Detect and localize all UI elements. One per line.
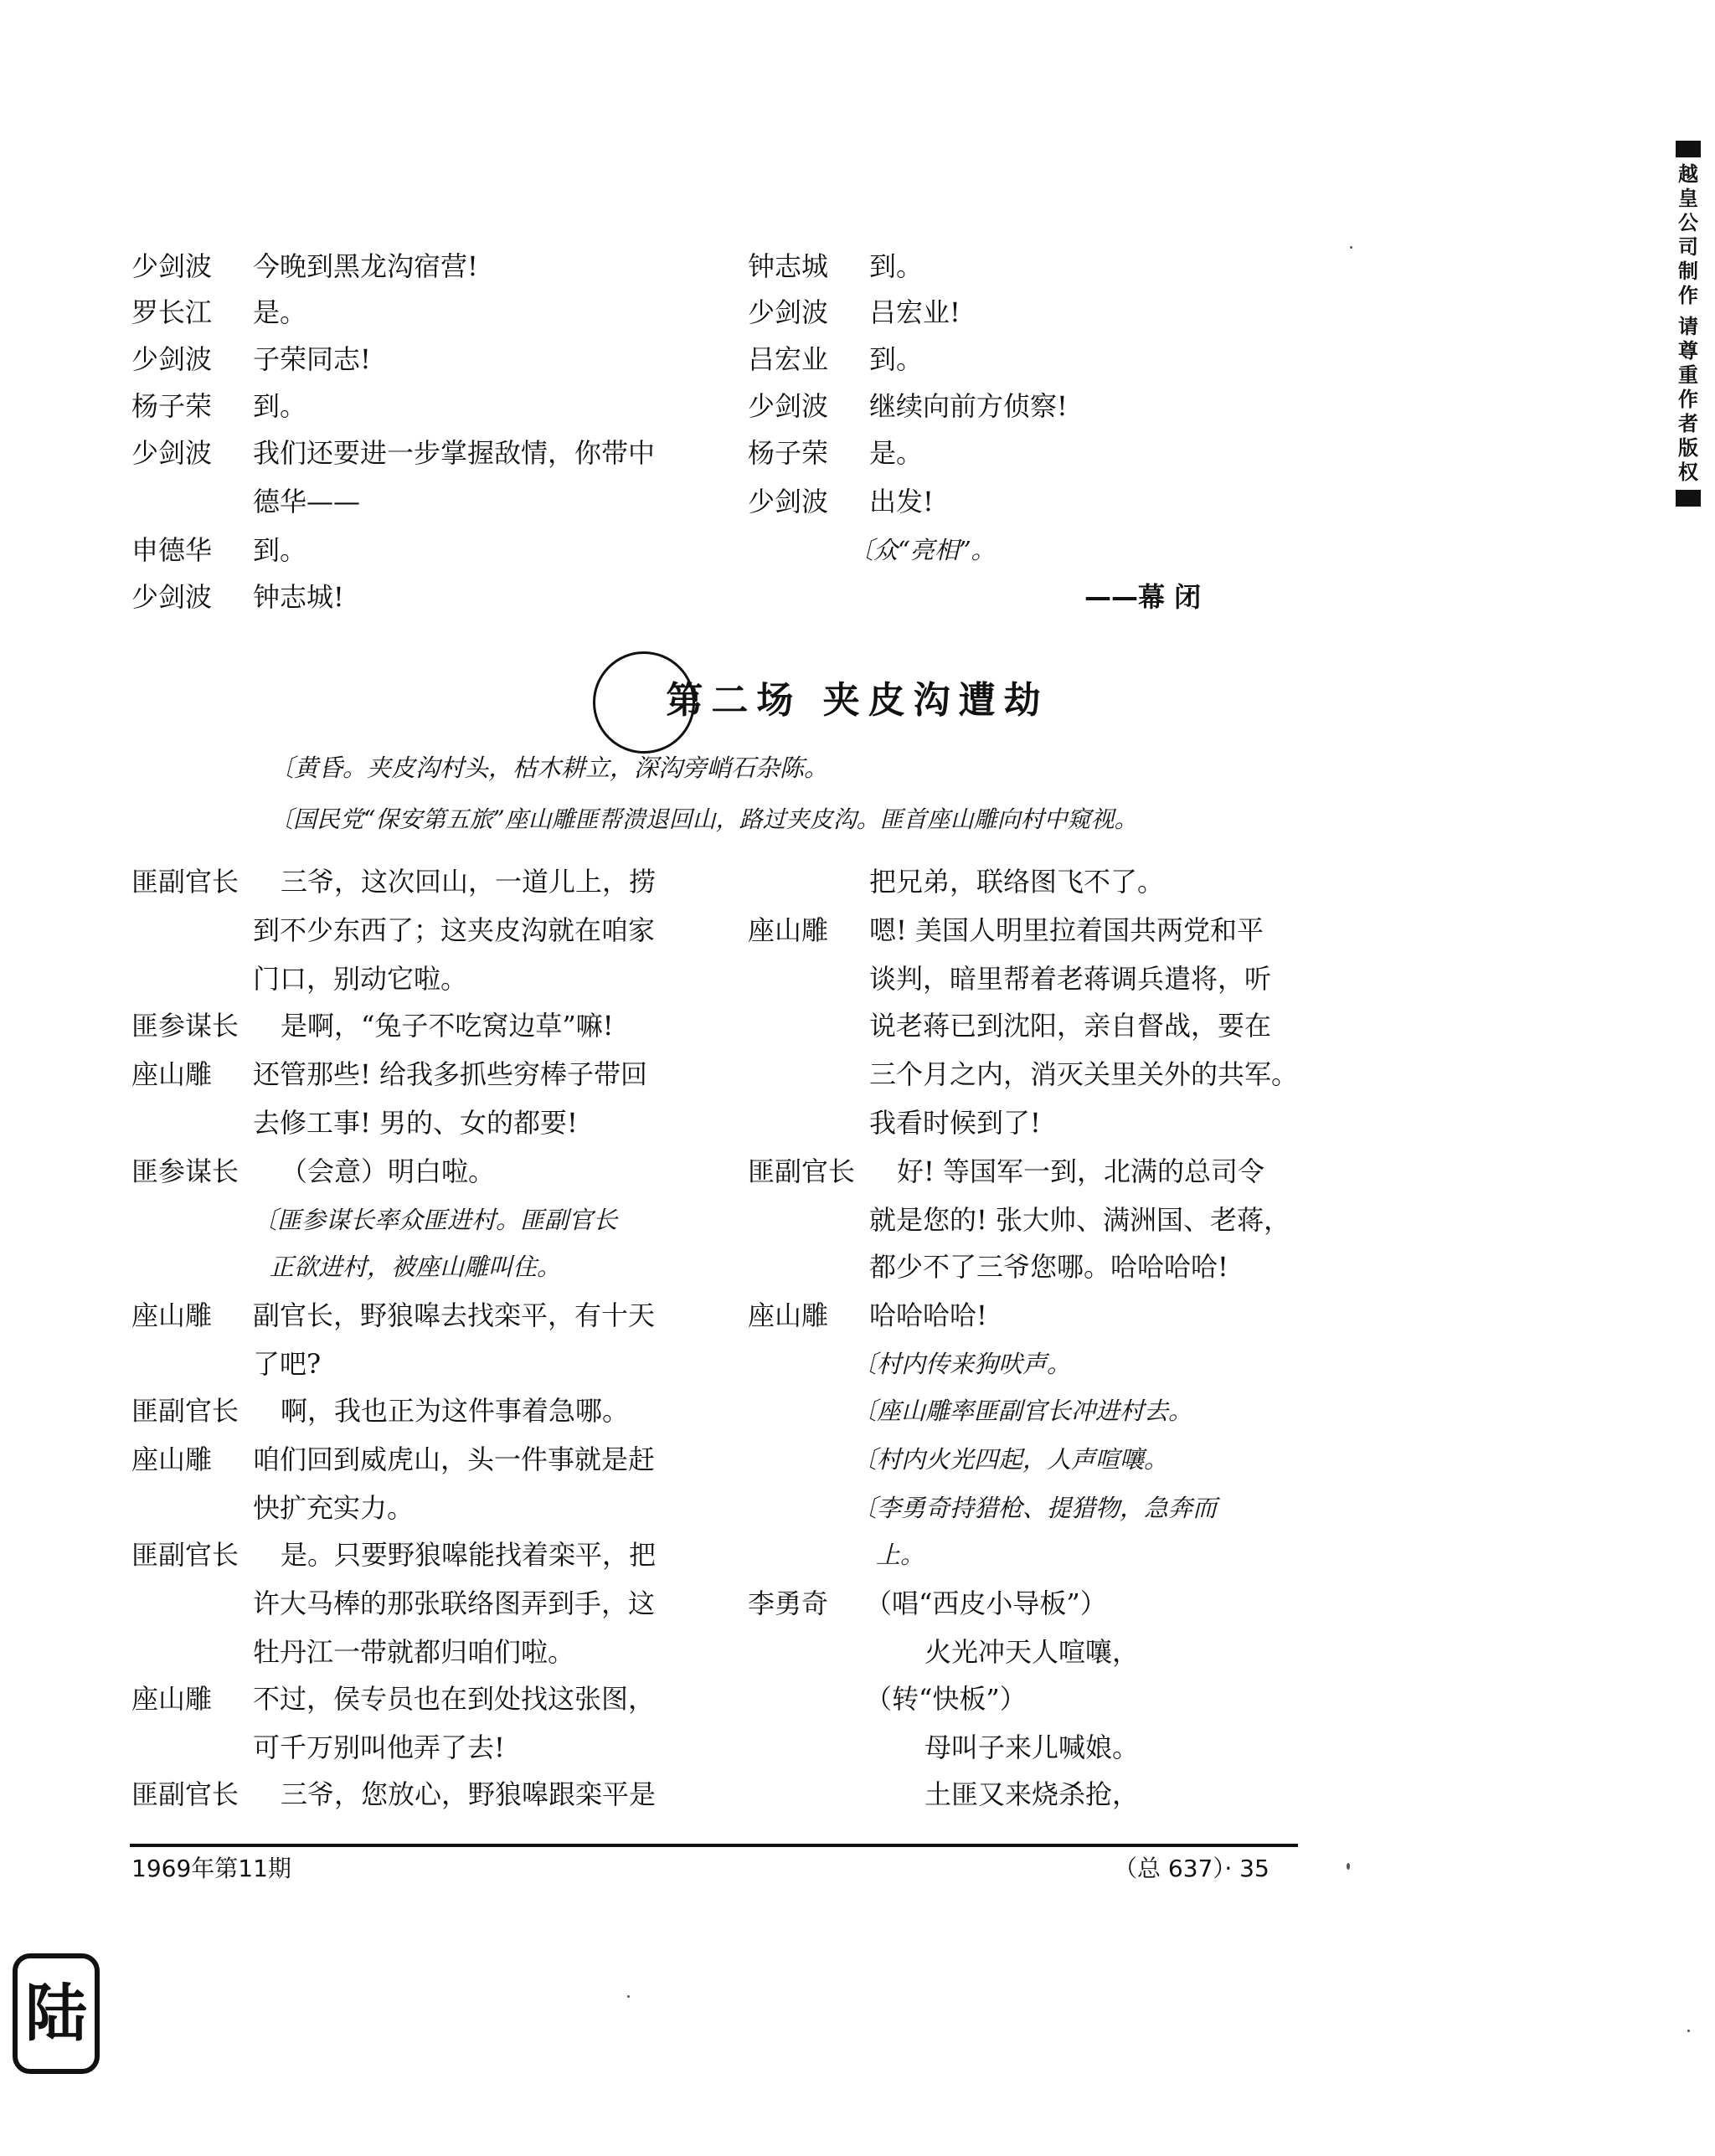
speaker-name: 少剑波 <box>748 486 829 517</box>
stage-direction: 〔村内传来狗吠声。 <box>852 1350 1072 1378</box>
dialogue-line <box>131 335 718 383</box>
dialogue-text: 到。 <box>253 534 307 566</box>
dialogue-text: 三爷，您放心，野狼嗥跟栾平是 <box>281 1778 657 1810</box>
speaker-name: 申德华 <box>131 534 213 566</box>
sidebar-char: 司 <box>1678 235 1698 259</box>
stage-direction: 正欲进村，被座山雕叫住。 <box>270 1253 562 1281</box>
dialogue-line <box>131 242 718 291</box>
speaker-name: 匪副官长 <box>748 1155 856 1187</box>
music-direction: （转“快板”） <box>865 1683 1027 1715</box>
continuation-line: 许大马棒的那张联络图弄到手，这 <box>253 1587 656 1619</box>
dialogue-line <box>131 526 718 574</box>
page-number: （总 637）· 35 <box>1114 1855 1270 1882</box>
dialogue-text: 到。 <box>869 343 924 375</box>
scene-direction: 〔国民党“保安第五旅”座山雕匪帮溃退回山，路过夹皮沟。匪首座山雕向村中窥视。 <box>270 805 1138 833</box>
stage-direction: 〔众“亮相”。 <box>849 536 996 564</box>
sidebar-char: 越 <box>1678 162 1698 186</box>
speck <box>1347 1863 1350 1870</box>
dialogue-line <box>131 573 718 621</box>
continuation-line: 了吧? <box>253 1348 322 1380</box>
dialogue-text: 咱们回到威虎山，头一件事就是赶 <box>253 1443 656 1475</box>
speaker-name: 少剑波 <box>748 296 829 328</box>
speaker-name: 少剑波 <box>131 343 213 375</box>
dialogue-line <box>131 1291 718 1340</box>
dialogue-line <box>748 1579 1317 1628</box>
continuation-line: 把兄弟，联络图飞不了。 <box>869 866 1165 898</box>
dialogue-text: 是。只要野狼嗥能找着栾平，把 <box>281 1539 657 1571</box>
dialogue-line <box>131 288 718 337</box>
speaker-name: 少剑波 <box>131 437 213 469</box>
circle-mark <box>593 651 695 754</box>
speaker-name: 匪参谋长 <box>131 1010 239 1042</box>
dialogue-line <box>748 288 1292 337</box>
speaker-name: 匪参谋长 <box>131 1155 239 1187</box>
dialogue-line <box>131 477 718 526</box>
speaker-name: 座山雕 <box>131 1443 213 1475</box>
continuation-line: 都少不了三爷您哪。哈哈哈哈! <box>869 1251 1228 1283</box>
stage-direction: 〔李勇奇持猎枪、提猎物，急奔而 <box>852 1494 1218 1522</box>
speaker-name: 杨子荣 <box>131 390 213 422</box>
sidebar-char: 者 <box>1678 412 1698 435</box>
speaker-name: 少剑波 <box>131 581 213 613</box>
sidebar-gap <box>1671 308 1705 315</box>
dialogue-text: 好! 等国军一到，北满的总司令 <box>897 1155 1265 1187</box>
dialogue-text: 吕宏业! <box>869 296 961 328</box>
continuation-line: 去修工事! 男的、女的都要! <box>253 1107 578 1139</box>
sidebar-char: 皇 <box>1678 187 1698 210</box>
dialogue-text: 继续向前方侦察! <box>869 390 1068 422</box>
continuation-line: 到不少东西了；这夹皮沟就在咱家 <box>253 914 656 946</box>
speaker-name: 匪副官长 <box>131 1778 239 1810</box>
sidebar-char: 作 <box>1678 284 1698 307</box>
sidebar-text <box>1671 162 1705 485</box>
sidebar-bar-top <box>1676 141 1701 157</box>
continuation-line: 快扩充实力。 <box>253 1492 415 1524</box>
dialogue-line <box>748 335 1292 383</box>
speaker-name: 座山雕 <box>131 1299 213 1331</box>
speaker-name: 匪副官长 <box>131 1539 239 1571</box>
speaker-name: 杨子荣 <box>748 437 829 469</box>
dialogue-line <box>748 477 1292 526</box>
speck <box>627 1995 630 1998</box>
speaker-name: 匪副官长 <box>131 1395 239 1427</box>
dialogue-text: 我们还要进一步掌握敌情，你带中 <box>253 437 656 469</box>
speaker-name: 少剑波 <box>748 390 829 422</box>
speaker-name: 座山雕 <box>748 914 829 946</box>
dialogue-line <box>131 382 718 430</box>
dialogue-text: 子荣同志! <box>253 343 371 375</box>
stage-direction: 上。 <box>876 1541 925 1569</box>
dialogue-line <box>131 1387 718 1435</box>
continuation-line: 我看时候到了! <box>869 1107 1041 1139</box>
dialogue-line <box>131 1147 718 1196</box>
lyric-line: 火光冲天人喧嚷， <box>924 1636 1140 1668</box>
dialogue-line <box>131 1050 718 1099</box>
speaker-name: 少剑波 <box>131 250 213 282</box>
continuation-line: 谈判，暗里帮着老蒋调兵遣将，听 <box>869 963 1272 995</box>
lyric-line: 土匪又来烧杀抢， <box>924 1778 1140 1810</box>
seal-glyph: 陆 <box>25 1978 87 2050</box>
speaker-name: 座山雕 <box>748 1299 829 1331</box>
scene-title: 第二场 夹皮沟遭劫 <box>666 679 1049 722</box>
dialogue-line <box>748 1291 1317 1340</box>
sidebar-char: 作 <box>1678 388 1698 411</box>
speaker-name: 钟志城 <box>748 250 829 282</box>
speck <box>1350 246 1352 249</box>
dialogue-line <box>131 1770 718 1819</box>
speaker-name: 罗长江 <box>131 296 213 328</box>
dialogue-line <box>748 1147 1317 1196</box>
footer-rule <box>130 1844 1298 1847</box>
speaker-name: 匪副官长 <box>131 866 239 898</box>
sidebar-char: 尊 <box>1678 339 1698 363</box>
lyric-line: 母叫子来儿喊娘。 <box>924 1731 1140 1763</box>
dialogue-text: 到。 <box>869 250 924 282</box>
curtain-close: ——幕 闭 <box>1084 581 1202 613</box>
dialogue-text: 是啊，“兔子不吃窝边草”嘛! <box>281 1010 614 1042</box>
dialogue-line <box>748 242 1292 291</box>
dialogue-text: 哈哈哈哈! <box>869 1299 987 1331</box>
issue-info: 1969年第11期 <box>131 1855 291 1882</box>
dialogue-text: 是。 <box>253 296 307 328</box>
dialogue-line <box>131 1675 718 1723</box>
dialogue-text: 嗯! 美国人明里拉着国共两党和平 <box>869 914 1264 946</box>
stage-direction: 〔座山雕率匪副官长冲进村去。 <box>852 1397 1193 1425</box>
speaker-name: 李勇奇 <box>748 1587 829 1619</box>
dialogue-line <box>131 1001 718 1050</box>
continuation-line: 说老蒋已到沈阳，亲自督战，要在 <box>869 1010 1272 1042</box>
speaker-name: 座山雕 <box>131 1058 213 1090</box>
dialogue-text: 副官长，野狼嗥去找栾平，有十天 <box>253 1299 656 1331</box>
dialogue-text: 啊，我也正为这件事着急哪。 <box>281 1395 630 1427</box>
dialogue-line <box>131 857 718 906</box>
dialogue-text: 今晚到黑龙沟宿营! <box>253 250 478 282</box>
dialogue-text: 还管那些! 给我多抓些穷棒子带回 <box>253 1058 648 1090</box>
sidebar-char: 重 <box>1678 363 1698 387</box>
sidebar-char: 版 <box>1678 436 1698 460</box>
stage-direction: 〔匪参谋长率众匪进村。匪副官长 <box>253 1206 618 1234</box>
dialogue-line <box>748 382 1292 430</box>
dialogue-line <box>131 429 718 477</box>
sidebar-char: 制 <box>1678 260 1698 283</box>
copyright-sidebar <box>1671 141 1705 507</box>
speck <box>1687 2030 1690 2032</box>
sidebar-char: 公 <box>1678 211 1698 234</box>
stage-direction: 〔村内火光四起，人声喧嚷。 <box>852 1445 1169 1474</box>
dialogue-line <box>748 906 1317 955</box>
dialogue-text: 三爷，这次回山，一道儿上，捞 <box>281 866 657 898</box>
dialogue-text: 是。 <box>869 437 924 469</box>
dialogue-line <box>748 429 1292 477</box>
continuation-line: 牡丹江一带就都归咱们啦。 <box>253 1636 575 1668</box>
speaker-name: 座山雕 <box>131 1683 213 1715</box>
dialogue-text: 德华—— <box>253 486 361 517</box>
continuation-line: 三个月之内，消灭关里关外的共军。 <box>869 1058 1299 1090</box>
continuation-line: 门口，别动它啦。 <box>253 963 468 995</box>
dialogue-text: 到。 <box>253 390 307 422</box>
sidebar-bar-bottom <box>1676 490 1701 507</box>
continuation-line: 可千万别叫他弄了去! <box>253 1731 505 1763</box>
dialogue-text: （唱“西皮小导板”） <box>865 1587 1107 1619</box>
sidebar-char: 请 <box>1678 315 1698 338</box>
dialogue-text: （会意）明白啦。 <box>281 1155 496 1187</box>
dialogue-text: 不过，侯专员也在到处找这张图， <box>253 1683 656 1715</box>
dialogue-line <box>131 1435 718 1484</box>
speaker-name: 吕宏业 <box>748 343 829 375</box>
dialogue-text: 出发! <box>869 486 934 517</box>
sidebar-char: 权 <box>1678 461 1698 484</box>
dialogue-text: 钟志城! <box>253 581 344 613</box>
seal-stamp <box>10 1951 102 2076</box>
dialogue-line <box>131 1531 718 1579</box>
scene-direction: 〔黄昏。夹皮沟村头，枯木耕立，深沟旁峭石杂陈。 <box>270 754 829 782</box>
continuation-line: 就是您的! 张大帅、满洲国、老蒋， <box>869 1204 1291 1236</box>
